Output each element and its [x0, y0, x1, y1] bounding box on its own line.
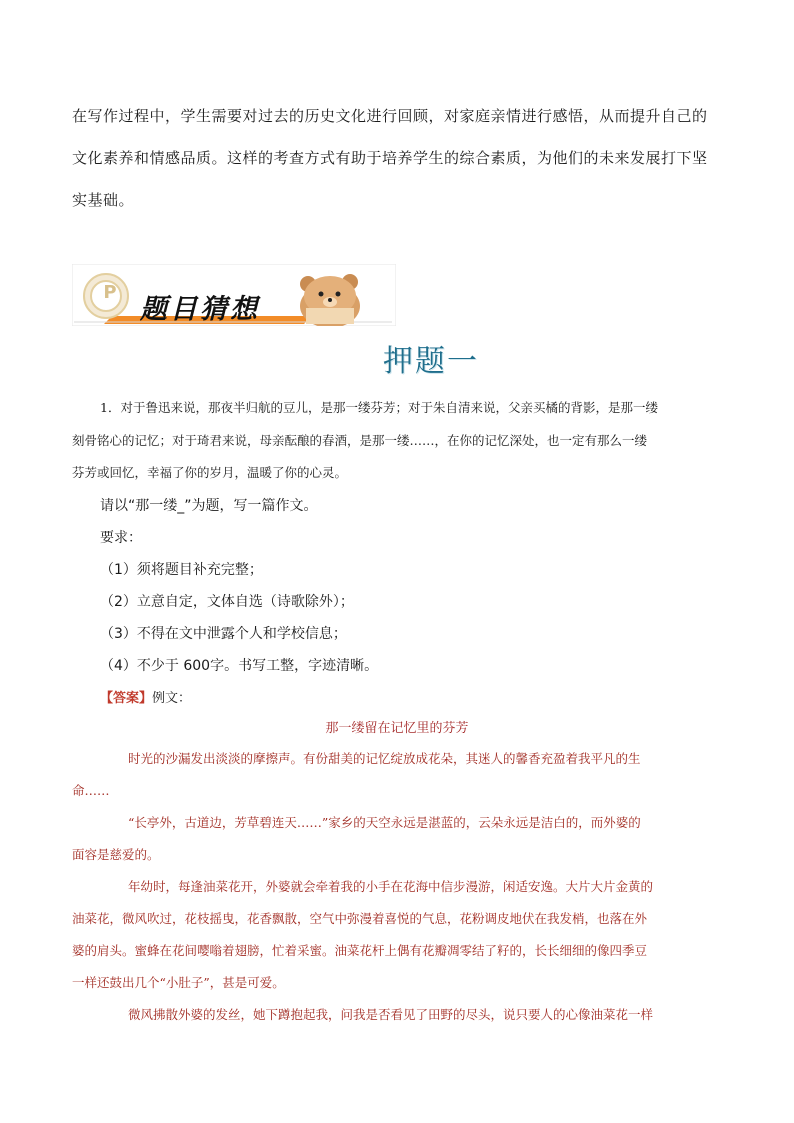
- question-line: 刻骨铭心的记忆；对于琦君来说，母亲酝酿的春酒，是那一缕……，在你的记忆深处，也一定有那么一缕: [72, 433, 648, 448]
- intro-line: 实基础。: [72, 191, 135, 209]
- answer-tag: [100, 687, 191, 706]
- requirements-label: 要求：: [100, 530, 142, 546]
- essay-line: 婆的肩头。蜜蜂在花间嘤嗡着翅膀，忙着采蜜。油菜花杆上偶有花瓣凋零结了籽的，长长细细的像四季豆: [72, 943, 648, 958]
- answer-text: 例文：: [152, 691, 192, 706]
- answer-label: 【答案】: [100, 691, 153, 706]
- essay-line: 一样还鼓出几个“小肚子”，甚是可爱。: [72, 975, 285, 990]
- badge-letter: P: [103, 282, 117, 303]
- essay-line: 命……: [72, 783, 110, 798]
- requirement-item: （3）不得在文中泄露个人和学校信息；: [100, 626, 347, 642]
- intro-line: 文化素养和情感品质。这样的考查方式有助于培养学生的综合素质，为他们的未来发展打下坚: [72, 149, 708, 167]
- question-line: 芬芳或回忆，幸福了你的岁月，温暖了你的心灵。: [72, 465, 348, 480]
- essay-line: 年幼时，每逢油菜花开，外婆就会牵着我的小手在花海中信步漫游，闲适安逸。大片大片金黄的: [128, 879, 654, 894]
- essay-line: 微风拂散外婆的发丝，她下蹲抱起我，问我是否看见了田野的尽头，说只要人的心像油菜花一样: [128, 1007, 654, 1022]
- instruction: 请以“那一缕_”为题，写一篇作文。: [100, 498, 318, 514]
- section-title: 押题一: [383, 344, 479, 379]
- essay-line: 油菜花，微风吹过，花枝摇曳，花香飘散，空气中弥漫着喜悦的气息，花粉调皮地伏在我发梢，也落在外: [72, 911, 648, 926]
- bear-icon: [300, 274, 360, 326]
- requirement-item: （2）立意自定，文体自选（诗歌除外）；: [100, 594, 354, 610]
- question-line: 1．对于鲁迅来说，那夜半归航的豆儿，是那一缕芬芳；对于朱自清来说，父亲买橘的背影，是那一缕: [100, 400, 658, 415]
- essay-line: 时光的沙漏发出淡淡的摩擦声。有份甜美的记忆绽放成花朵，其迷人的馨香充盈着我平凡的生: [128, 751, 641, 766]
- essay-line: “长亭外，古道边，芳草碧连天……”家乡的天空永远是湛蓝的，云朵永远是洁白的，而外婆的: [128, 815, 641, 830]
- intro-line: 在写作过程中，学生需要对过去的历史文化进行回顾，对家庭亲情进行感悟，从而提升自己的: [72, 107, 708, 125]
- requirement-item: （4）不少于 600字。书写工整，字迹清晰。: [100, 658, 379, 674]
- banner-title: 题目猜想: [140, 294, 260, 325]
- requirement-item: （1）须将题目补充完整；: [100, 562, 263, 578]
- essay-title: 那一缕留在记忆里的芬芳: [325, 721, 469, 736]
- essay-line: 面容是慈爱的。: [72, 847, 160, 862]
